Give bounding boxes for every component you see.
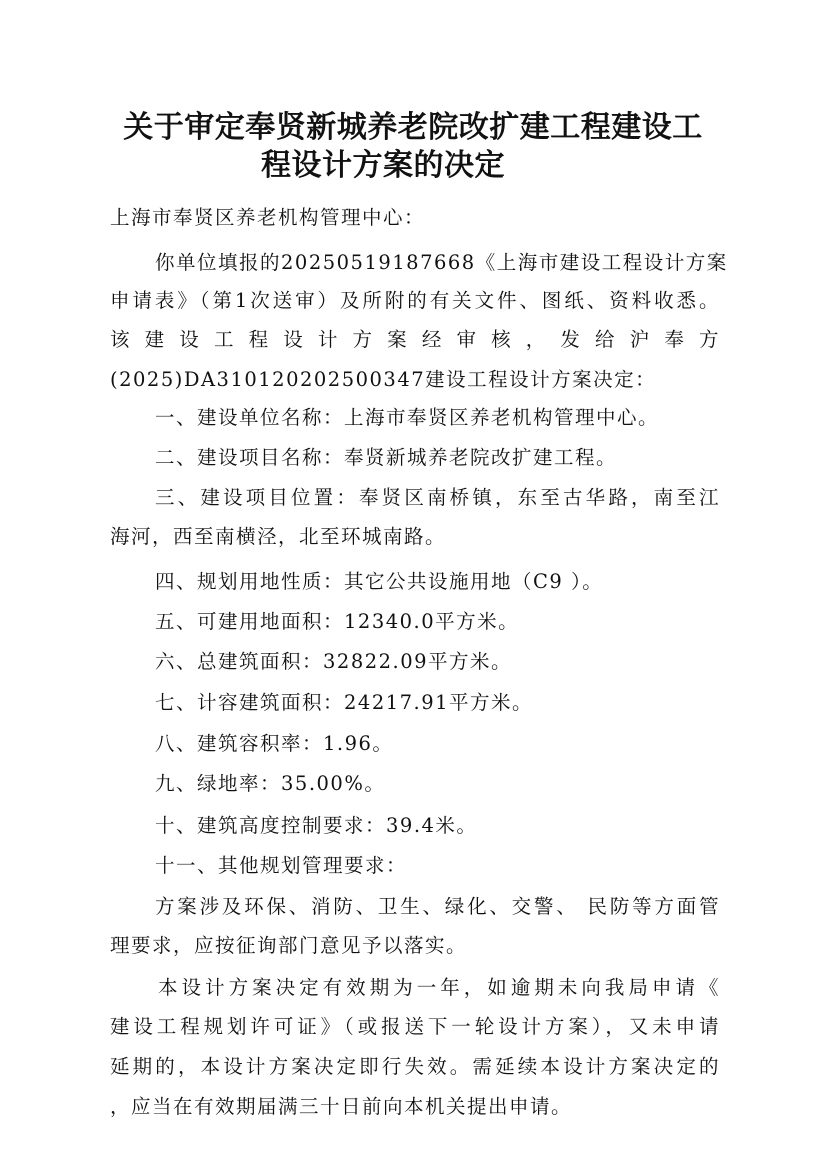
intro-line-2: 申请表》（第1次送审）及所附的有关文件、图纸、资料收悉。 [110, 289, 720, 312]
item-plot-ratio: 八、建筑容积率：1.96。 [155, 732, 394, 755]
validity-line-4: ，应当在有效期届满三十日前向本机关提出申请。 [110, 1095, 573, 1118]
item-construction-unit: 一、建设单位名称：上海市奉贤区养老机构管理中心。 [155, 406, 660, 429]
requirements-line-2: 理要求，应按征询部门意见予以落实。 [110, 934, 468, 957]
item-other-requirements: 十一、其他规划管理要求： [155, 854, 408, 877]
item-project-location-line-1: 三、建设项目位置：奉贤区南桥镇，东至古华路，南至江 [155, 486, 720, 509]
item-height-control: 十、建筑高度控制要求：39.4米。 [155, 814, 478, 837]
item-buildable-area: 五、可建用地面积：12340.0平方米。 [155, 610, 520, 633]
validity-line-3: 延期的，本设计方案决定即行失效。需延续本设计方案决定的 [110, 1055, 720, 1078]
item-land-use: 四、规划用地性质：其它公共设施用地（C9 ）。 [155, 570, 604, 593]
validity-line-2: 建设工程规划许可证》（或报送下一轮设计方案），又未申请 [110, 1015, 720, 1038]
item-project-location-line-2: 海河，西至南横泾，北至环城南路。 [110, 525, 447, 548]
requirements-line-1: 方案涉及环保、消防、卫生、绿化、交警、 民防等方面管 [155, 895, 720, 918]
item-total-floor-area: 六、总建筑面积：32822.09平方米。 [155, 650, 513, 673]
intro-line-1: 你单位填报的20250519187668《上海市建设工程设计方案 [155, 251, 728, 274]
intro-line-3: 该建设工程设计方案经审核，发给沪奉方 [110, 328, 720, 351]
item-project-name: 二、建设项目名称：奉贤新城养老院改扩建工程。 [155, 446, 618, 469]
item-plot-ratio-floor-area: 七、计容建筑面积：24217.91平方米。 [155, 691, 534, 714]
item-green-ratio: 九、绿地率：35.00%。 [155, 772, 386, 795]
salutation: 上海市奉贤区养老机构管理中心： [110, 206, 426, 229]
validity-line-1: 本设计方案决定有效期为一年，如逾期未向我局申请《 [158, 976, 720, 999]
document-title-line-1: 关于审定奉贤新城养老院改扩建工程建设工 [123, 110, 703, 145]
intro-line-4: (2025)DA310120202500347建设工程设计方案决定： [110, 368, 657, 391]
document-title-line-2: 程设计方案的决定 [261, 148, 505, 183]
